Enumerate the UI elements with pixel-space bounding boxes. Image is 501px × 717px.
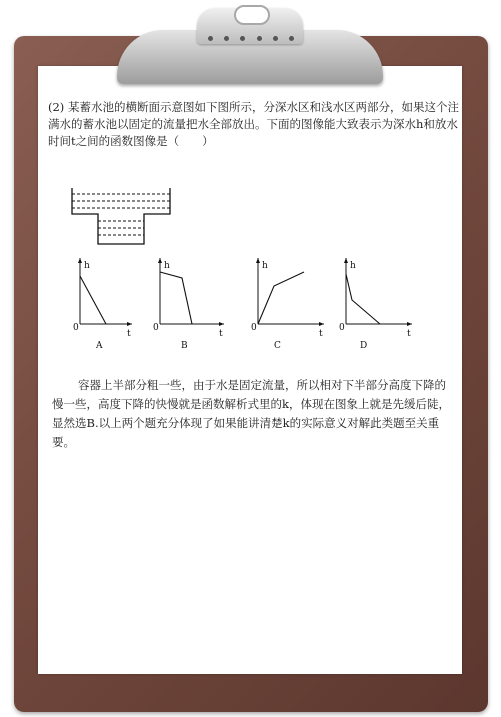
graph-b-option-label: B xyxy=(181,341,188,351)
graph-a-option-label: A xyxy=(96,341,103,351)
graph-b-t-label: t xyxy=(219,329,223,339)
graph-a-origin: 0 xyxy=(73,323,79,333)
graph-b-h-label: h xyxy=(164,261,170,271)
explanation-text: 容器上半部分粗一些，由于水是固定流量，所以相对下半部分高度下降的慢一些，高度下降的快慢就是函数解析式里的k，体现在图象上就是先缓后陡，显然选B.以上两个题充分体现了如果能讲清楚k的实际意义对解此类题至关重要。 xyxy=(52,378,450,449)
graph-d-h-label: h xyxy=(350,261,356,271)
graph-c-option-label: C xyxy=(274,341,281,351)
graph-d xyxy=(339,258,412,351)
graph-c-h-label: h xyxy=(262,261,268,271)
graph-b xyxy=(153,258,224,351)
graph-d-origin: 0 xyxy=(339,323,345,333)
tank-cross-section-figure xyxy=(58,180,188,250)
option-graphs xyxy=(66,252,424,352)
graph-c-origin: 0 xyxy=(251,323,257,333)
paper-sheet xyxy=(38,66,462,674)
clip-rivets xyxy=(208,36,294,41)
graph-d-option-label: D xyxy=(360,341,368,351)
question-text: (2) 某蓄水池的横断面示意图如下图所示，分深水区和浅水区两部分，如果这个注满水的蓄水池以固定的流量把水全部放出。下面的图像能大致表示为深水h和放水时间t之间的函数图像是（ ） xyxy=(48,100,459,148)
graph-c xyxy=(251,258,324,351)
graph-d-t-label: t xyxy=(407,329,411,339)
graph-a-h-label: h xyxy=(84,261,90,271)
graph-c-t-label: t xyxy=(319,329,323,339)
graph-a-t-label: t xyxy=(127,329,131,339)
graph-a xyxy=(73,258,132,351)
clip-hole xyxy=(234,5,270,25)
graph-b-origin: 0 xyxy=(153,323,159,333)
